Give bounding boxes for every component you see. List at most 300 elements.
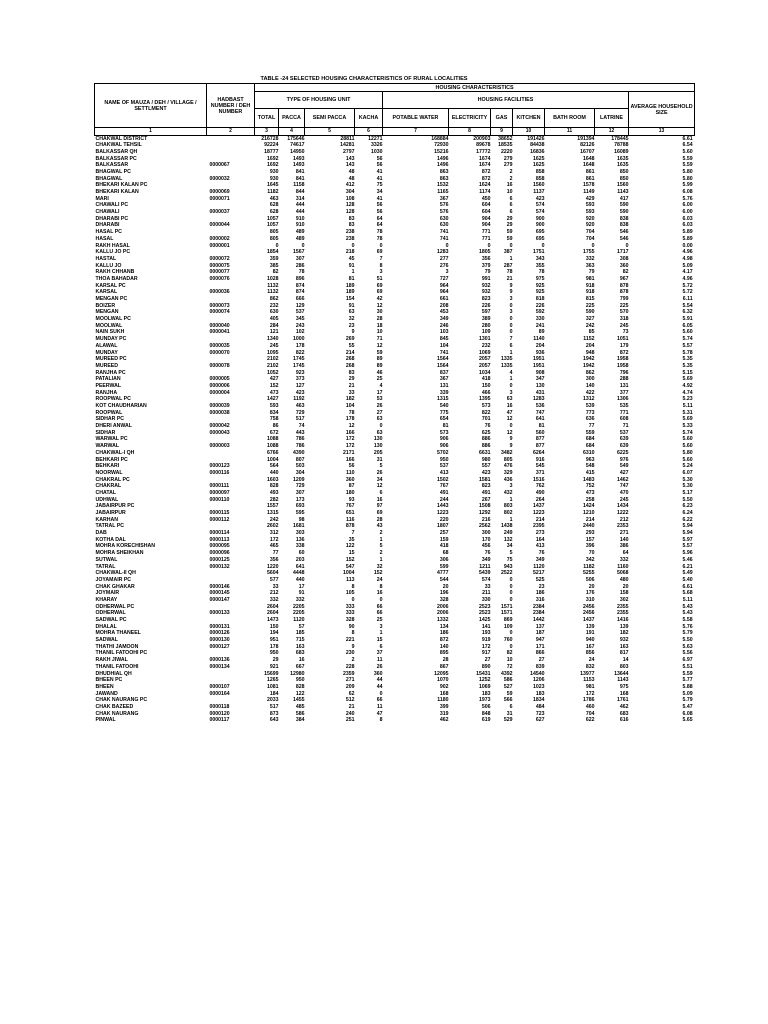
value-cell: 17772 <box>476 148 491 155</box>
value-cell: 576 <box>439 209 449 216</box>
value-cell: 178445 <box>595 135 629 142</box>
value-cell: 5.79 <box>682 630 693 637</box>
table-row <box>95 202 695 209</box>
value-cell: 1057 <box>266 222 279 229</box>
value-cell: 64 <box>376 215 383 222</box>
hadbast-number-cell <box>207 604 255 611</box>
value-cell: 6766 <box>266 449 279 456</box>
value-cell: 211 <box>482 590 491 597</box>
hadbast-number-cell: 0000096 <box>209 550 230 557</box>
column-number: 2 <box>207 128 255 136</box>
table-row <box>95 684 695 691</box>
value-cell: 440 <box>295 576 305 583</box>
value-cell: 574 <box>481 576 491 583</box>
value-cell: 1052 <box>266 369 279 376</box>
value-cell: 5.09 <box>682 690 693 697</box>
value-cell: 1557 <box>266 503 279 510</box>
value-cell: 316 <box>535 596 545 603</box>
value-cell: 803 <box>503 503 513 510</box>
locality-name-cell: JOYMAIR <box>95 590 120 597</box>
header-hadbast: HADBAST NUMBER / DEH NUMBER <box>207 84 255 128</box>
value-cell: 5.65 <box>682 717 693 724</box>
value-cell: 1180 <box>437 697 449 704</box>
value-cell: 947 <box>535 637 545 644</box>
value-cell: 225 <box>585 302 595 309</box>
locality-name-cell: MARI <box>95 195 109 202</box>
locality-name-cell: MOOLWAL <box>95 322 123 329</box>
value-cell: 895 <box>439 650 449 657</box>
value-cell: 695 <box>535 235 545 242</box>
value-cell: 5.30 <box>682 476 693 483</box>
value-cell: 1807 <box>436 523 449 530</box>
locality-name-cell: BEHKARI PC <box>95 456 128 463</box>
value-cell: 178 <box>295 342 305 349</box>
value-cell: 1973 <box>478 697 491 704</box>
value-cell: 12980 <box>290 670 305 677</box>
value-cell: 0 <box>379 596 383 603</box>
value-cell: 723 <box>535 710 545 717</box>
value-cell: 6.32 <box>682 309 693 316</box>
value-cell: 304 <box>345 189 355 195</box>
value-cell: 643 <box>269 717 279 724</box>
value-cell: 5.63 <box>682 643 693 650</box>
table-row <box>95 222 695 229</box>
value-cell: 1137 <box>533 189 545 195</box>
value-cell: 191426 <box>513 135 545 142</box>
value-cell: 139 <box>619 623 629 630</box>
value-cell: 599 <box>439 563 449 570</box>
value-cell: 72930 <box>434 142 449 149</box>
value-cell: 359 <box>269 255 279 262</box>
value-cell: 245 <box>269 342 279 349</box>
value-cell: 443 <box>295 429 305 436</box>
value-cell: 2171 <box>342 449 355 456</box>
hadbast-number-cell: 0000001 <box>209 242 230 249</box>
table-row <box>95 316 695 323</box>
table-row <box>95 637 695 644</box>
value-cell: 91 <box>348 302 355 309</box>
value-cell: 98 <box>298 516 305 523</box>
value-cell: 0 <box>379 690 383 697</box>
value-cell: 1051 <box>616 336 629 343</box>
value-cell: 1252 <box>478 677 491 684</box>
locality-name-cell: RANJHA <box>95 389 118 396</box>
value-cell: 220 <box>439 516 449 523</box>
value-cell: 1854 <box>266 249 279 256</box>
locality-name-cell: KHARAY <box>95 596 118 603</box>
value-cell: 33 <box>484 583 491 590</box>
value-cell: 47 <box>506 409 513 416</box>
value-cell: 180 <box>345 489 355 496</box>
value-cell: 387 <box>503 249 513 256</box>
locality-name-cell: HASAL PC <box>95 229 122 236</box>
value-cell: 858 <box>535 175 545 182</box>
value-cell: 493 <box>269 489 279 496</box>
value-cell: 170 <box>481 536 491 543</box>
value-cell: 1 <box>379 536 383 543</box>
table-row <box>95 450 695 457</box>
locality-name-cell: KALLU JO <box>95 262 122 269</box>
hadbast-number-cell: 0000073 <box>209 302 230 309</box>
locality-name-cell: CHAWALI <box>95 209 120 216</box>
locality-name-cell: SIDHAR <box>95 429 116 436</box>
value-cell: 1635 <box>616 155 629 162</box>
value-cell: 5.30 <box>682 483 693 490</box>
value-cell: 349 <box>439 316 449 323</box>
value-cell: 948 <box>585 349 595 356</box>
locality-name-cell: MENGAN <box>95 309 119 316</box>
value-cell: 1292 <box>478 510 491 516</box>
value-cell: 832 <box>585 663 595 670</box>
value-cell: 560 <box>535 429 545 436</box>
hadbast-number-cell: 0000146 <box>209 583 230 590</box>
value-cell: 9 <box>509 436 513 443</box>
value-cell: 71 <box>376 336 383 343</box>
value-cell: 963 <box>585 456 595 463</box>
value-cell: 330 <box>535 316 545 323</box>
value-cell: 1745 <box>292 356 305 363</box>
value-cell: 4.74 <box>682 389 693 396</box>
value-cell: 318 <box>619 316 629 323</box>
value-cell: 1564 <box>436 356 449 363</box>
value-cell: 950 <box>295 677 305 684</box>
value-cell: 597 <box>481 309 491 316</box>
value-cell: 1 <box>379 556 383 563</box>
value-cell: 760 <box>503 637 513 644</box>
value-cell: 1209 <box>292 476 305 483</box>
value-cell: 5.31 <box>682 409 693 416</box>
locality-name-cell: ALAWAL <box>95 342 118 349</box>
value-cell: 69 <box>376 282 383 289</box>
value-cell: 34 <box>376 476 383 483</box>
value-cell: 6310 <box>582 449 595 456</box>
value-cell: 66 <box>376 697 383 704</box>
value-cell: 2602 <box>266 523 279 530</box>
value-cell: 773 <box>585 409 595 416</box>
value-cell: 3 <box>509 389 513 396</box>
table-row <box>95 256 695 263</box>
value-cell: 1516 <box>532 476 545 483</box>
hadbast-number-cell <box>207 202 255 209</box>
value-cell: 5.57 <box>682 342 693 349</box>
table-body <box>95 135 695 724</box>
header-semi-pacca: SEMI PACCA <box>305 109 355 128</box>
value-cell: 172 <box>269 536 279 543</box>
value-cell: 212 <box>269 590 279 597</box>
header-potable-water: POTABLE WATER <box>383 109 449 128</box>
value-cell: 1508 <box>478 503 491 510</box>
value-cell: 506 <box>585 576 595 583</box>
value-cell: 21 <box>348 382 355 389</box>
locality-name-cell: DHERI ANWAL <box>95 423 132 430</box>
value-cell: 64 <box>376 222 383 229</box>
value-cell: 622 <box>585 717 595 724</box>
value-cell: 5.74 <box>682 429 693 436</box>
hadbast-number-cell: 0000147 <box>209 596 230 603</box>
table-row <box>95 283 695 290</box>
value-cell: 932 <box>481 282 491 289</box>
value-cell: 878 <box>619 289 629 296</box>
value-cell: 122 <box>345 543 355 550</box>
value-cell: 1 <box>351 269 355 276</box>
value-cell: 63 <box>376 416 383 423</box>
value-cell: 5.11 <box>682 596 693 603</box>
value-cell: 9 <box>351 643 355 650</box>
value-cell: 1560 <box>616 182 629 189</box>
table-row <box>95 704 695 711</box>
value-cell: 818 <box>535 296 545 302</box>
value-cell: 28 <box>376 316 383 323</box>
value-cell: 308 <box>619 255 629 262</box>
value-cell: 131 <box>619 382 629 389</box>
value-cell: 1210 <box>582 510 595 516</box>
hadbast-number-cell <box>207 169 255 176</box>
table-row <box>95 597 695 604</box>
value-cell: 29 <box>272 657 279 664</box>
value-cell: 141 <box>481 623 491 630</box>
value-cell: 163 <box>295 643 305 650</box>
value-cell: 1786 <box>582 697 595 704</box>
value-cell: 4777 <box>436 570 449 577</box>
hadbast-number-cell: 0000078 <box>209 362 230 369</box>
table-row <box>95 697 695 704</box>
value-cell: 360 <box>373 670 383 677</box>
value-cell: 8 <box>379 583 383 590</box>
value-cell: 639 <box>619 443 629 450</box>
table-row <box>95 537 695 544</box>
value-cell: 741 <box>439 349 449 356</box>
hadbast-number-cell: 0000069 <box>209 189 230 195</box>
value-cell: 593 <box>585 202 595 209</box>
value-cell: 1030 <box>370 148 383 155</box>
table-row <box>95 356 695 363</box>
value-cell: 586 <box>503 677 513 684</box>
value-cell: 16 <box>506 182 513 189</box>
value-cell: 63 <box>348 309 355 316</box>
value-cell: 1223 <box>532 510 545 516</box>
value-cell: 332 <box>295 596 305 603</box>
value-cell: 2395 <box>532 523 545 530</box>
value-cell: 918 <box>585 289 595 296</box>
value-cell: 360 <box>619 262 629 269</box>
value-cell: 330 <box>481 596 491 603</box>
value-cell: 423 <box>481 469 491 476</box>
value-cell: 1069 <box>478 683 491 690</box>
value-cell: 1951 <box>532 356 545 363</box>
value-cell: 630 <box>439 222 449 229</box>
value-cell: 936 <box>535 349 545 356</box>
value-cell: 415 <box>585 469 595 476</box>
locality-name-cell: CHAK BAZEED <box>95 703 134 710</box>
value-cell: 651 <box>345 510 355 516</box>
value-cell: 5.56 <box>682 650 693 657</box>
value-cell: 2 <box>379 550 383 557</box>
value-cell: 226 <box>535 302 545 309</box>
value-cell: 1425 <box>478 617 491 623</box>
value-cell: 1120 <box>533 563 545 570</box>
value-cell: 4.17 <box>682 269 693 276</box>
value-cell: 4.96 <box>682 275 693 282</box>
header-bath-room: BATH ROOM <box>545 109 595 128</box>
value-cell: 641 <box>295 563 305 570</box>
value-cell: 1761 <box>616 697 629 704</box>
hadbast-number-cell <box>207 570 255 577</box>
value-cell: 981 <box>585 275 595 282</box>
value-cell: 527 <box>503 683 513 690</box>
hadbast-number-cell: 0000133 <box>209 610 230 617</box>
value-cell: 506 <box>481 703 491 710</box>
value-cell: 715 <box>295 637 305 644</box>
value-cell: 2523 <box>478 603 491 610</box>
value-cell: 877 <box>535 436 545 443</box>
value-cell: 128 <box>345 209 355 216</box>
value-cell: 268 <box>345 356 355 363</box>
hadbast-number-cell: 0000097 <box>209 489 230 496</box>
table-row <box>95 289 695 296</box>
value-cell: 76 <box>484 423 491 430</box>
value-cell: 332 <box>585 255 595 262</box>
value-cell: 5.15 <box>682 369 693 376</box>
locality-name-cell: DHALAL <box>95 623 117 630</box>
value-cell: 6.23 <box>682 503 693 510</box>
hadbast-number-cell <box>207 156 255 163</box>
value-cell: 1088 <box>266 443 279 450</box>
value-cell: 179 <box>619 342 629 349</box>
value-cell: 775 <box>439 409 449 416</box>
value-cell: 12 <box>506 429 513 436</box>
value-cell: 6631 <box>478 449 491 456</box>
value-cell: 1332 <box>436 617 449 623</box>
value-cell: 5.49 <box>682 570 693 577</box>
value-cell: 11 <box>377 703 383 710</box>
value-cell: 0 <box>487 242 491 249</box>
value-cell: 592 <box>535 309 545 316</box>
value-cell: 920 <box>585 222 595 229</box>
value-cell: 2359 <box>342 670 355 677</box>
hadbast-number-cell: 0000111 <box>209 483 230 490</box>
value-cell: 33 <box>272 583 279 590</box>
value-cell: 695 <box>535 229 545 236</box>
value-cell: 573 <box>439 429 449 436</box>
value-cell: 943 <box>503 563 513 570</box>
value-cell: 856 <box>585 650 595 657</box>
value-cell: 546 <box>619 229 629 236</box>
hadbast-number-cell: 0000130 <box>209 637 230 644</box>
locality-name-cell: KOT CHAUDHARIAN <box>95 403 147 409</box>
value-cell: 241 <box>535 322 545 329</box>
table-row <box>95 671 695 678</box>
column-number: 12 <box>595 128 629 136</box>
value-cell: 103 <box>439 329 449 336</box>
value-cell: 89 <box>376 356 383 363</box>
value-cell: 544 <box>439 576 449 583</box>
header-housing-characteristics: HOUSING CHARACTERISTICS <box>255 84 695 92</box>
value-cell: 2057 <box>478 362 491 369</box>
hadbast-number-cell <box>207 457 255 464</box>
value-cell: 5.54 <box>682 302 693 309</box>
value-cell: 24 <box>588 657 595 664</box>
table-row <box>95 577 695 584</box>
value-cell: 6 <box>509 209 513 216</box>
value-cell: 186 <box>535 590 545 597</box>
value-cell: 1 <box>509 349 513 356</box>
value-cell: 1223 <box>436 510 449 516</box>
value-cell: 1004 <box>266 456 279 463</box>
value-cell: 23 <box>538 583 545 590</box>
table-row <box>95 423 695 430</box>
table-title: TABLE -24 SELECTED HOUSING CHARACTERISTICS OF RURAL LOCALITIES <box>260 76 468 82</box>
locality-name-cell: PATALIAN <box>95 376 121 383</box>
locality-name-cell: CHAKWAL-II QH <box>95 570 136 577</box>
value-cell: 874 <box>295 289 305 296</box>
value-cell: 417 <box>619 195 629 202</box>
value-cell: 6 <box>509 342 513 349</box>
value-cell: 1340 <box>266 336 279 343</box>
value-cell: 1 <box>509 376 513 383</box>
value-cell: 5.78 <box>682 349 693 356</box>
value-cell: 5.33 <box>682 423 693 430</box>
value-cell: 130 <box>535 382 545 389</box>
locality-name-cell: THANIL FATOOHI <box>95 663 139 670</box>
column-number: 8 <box>449 128 491 136</box>
value-cell: 1023 <box>532 683 545 690</box>
locality-name-cell: MUNDAY <box>95 349 118 356</box>
column-number: 3 <box>255 128 279 136</box>
value-cell: 384 <box>295 717 305 724</box>
table-row <box>95 510 695 517</box>
value-cell: 981 <box>585 683 595 690</box>
value-cell: 140 <box>585 382 595 389</box>
table-row <box>95 570 695 577</box>
hadbast-number-cell <box>207 436 255 443</box>
value-cell: 78788 <box>614 142 629 149</box>
value-cell: 896 <box>295 275 305 282</box>
value-cell: 14950 <box>290 148 305 155</box>
value-cell: 5.58 <box>682 617 693 623</box>
value-cell: 79 <box>484 269 491 276</box>
value-cell: 0 <box>275 242 279 249</box>
hadbast-number-cell <box>207 617 255 624</box>
hadbast-number-cell: 0000076 <box>209 275 230 282</box>
locality-name-cell: BEHKARI <box>95 463 120 470</box>
table-row <box>95 517 695 524</box>
hadbast-number-cell: 0000132 <box>209 563 230 570</box>
value-cell: 1165 <box>437 189 449 195</box>
value-cell: 5.35 <box>682 356 693 363</box>
value-cell: 204 <box>535 342 545 349</box>
value-cell: 837 <box>439 369 449 376</box>
value-cell: 93 <box>348 496 355 503</box>
value-cell: 389 <box>481 316 491 323</box>
value-cell: 1502 <box>436 476 449 483</box>
value-cell: 110 <box>346 469 355 476</box>
value-cell: 684 <box>585 436 595 443</box>
value-cell: 31 <box>506 710 513 717</box>
value-cell: 25 <box>376 617 383 623</box>
value-cell: 6.07 <box>682 469 693 476</box>
locality-name-cell: THOA BAHADAR <box>95 275 138 282</box>
value-cell: 385 <box>269 262 279 269</box>
hadbast-number-cell: 0000072 <box>209 255 230 262</box>
value-cell: 873 <box>269 710 279 717</box>
value-cell: 6.00 <box>682 209 693 216</box>
value-cell: 5.43 <box>682 603 693 610</box>
value-cell: 1211 <box>479 563 491 570</box>
value-cell: 23 <box>348 322 355 329</box>
value-cell: 951 <box>269 637 279 644</box>
value-cell: 6.54 <box>682 142 693 149</box>
hadbast-number-cell: 0000134 <box>209 663 230 670</box>
